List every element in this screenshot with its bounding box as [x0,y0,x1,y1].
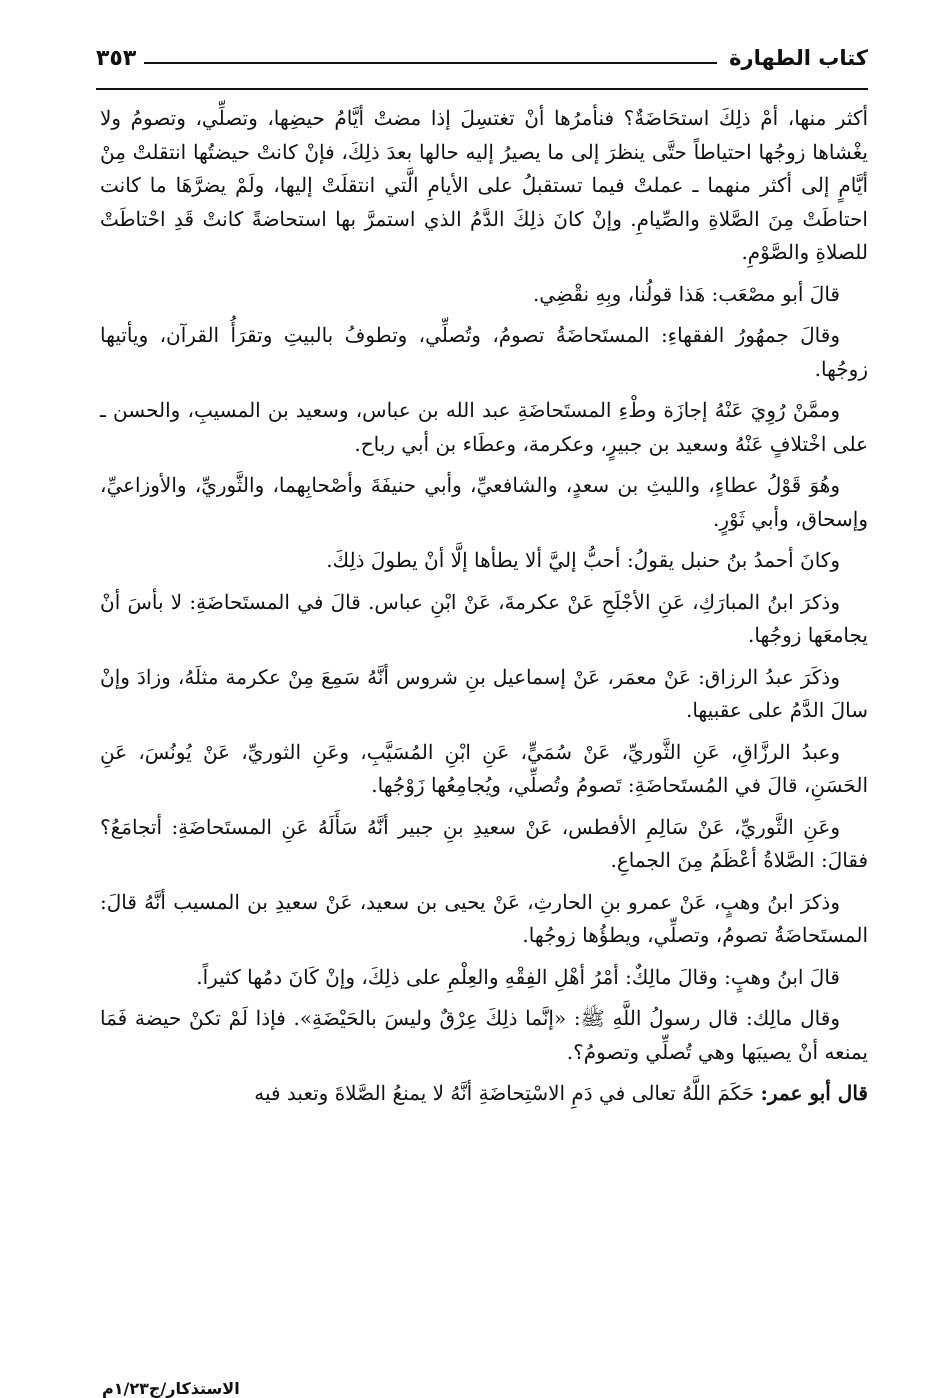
paragraph: وذكرَ ابنُ وهبٍ، عَنْ عمرو بنِ الحارثِ، عَنْ يحيى بن سعيد، عَنْ سعيدِ بن المسيب أنَّهُ قالَ: المستَحاضَةُ تصومُ، وتصلِّي، ويطؤُها زوجُها. [100,889,868,947]
paragraph: وكانَ أحمدُ بنُ حنبل يقولُ: أحبُّ إليَّ ألا يطأها إلَّا أنْ يطولَ ذلِكَ. [326,548,840,572]
body-text [100,102,868,1119]
page-number: ٣٥٣ [96,45,137,71]
paragraph: وهُوَ قَوْلُ عطاءٍ، والليثِ بن سعدٍ، والشافعيِّ، وأبي حنيفَةَ وأصْحابِهما، والثَّوريِّ، والأوزاعيِّ، وإسحاق، وأبي ثَوْرٍ. [100,473,868,531]
book-title: كتاب الطهارة [729,46,868,70]
closing-lead: قال أبو عمر: [760,1081,868,1105]
paragraph: وذكَرَ عبدُ الرزاق: عَنْ معمَر، عَنْ إسماعيل بنِ شروس أنَّهُ سَمِعَ مِنْ عكرمة مثلَهُ، وزادَ وإنْ سالَ الدَّمُ على عقبيها. [100,664,868,722]
paragraph: وقال مالِك: قال رسولُ اللَّهِ ﷺ: «إنَّما ذلِكَ عِرْقٌ وليسَ بالحَيْضَةِ». فإذا لَمْ تكنْ حيضة فَمَا يمنعه أنْ يصيبَها وهي تُصلِّي وتصومُ؟. [100,1006,868,1064]
paragraph: وذكرَ ابنُ المبارَكِ، عَنِ الأجْلَحِ عَنْ عكرمةَ، عَنْ ابْنِ عباس. قالَ في المستَحاضَةِ: لا بأسَ أنْ يجامعَها زوجُها. [100,589,868,647]
paragraph: قالَ ابنُ وهبٍ: وقالَ مالِكٌ: أمْرُ أهْلِ الفِقْهِ والعِلْمِ على ذلِكَ، وإنْ كَانَ دمُها كثيراً. [196,964,840,989]
paragraph: أكثر منها، أمْ ذلِكَ استحَاضَةٌ؟ فنأمرُها أنْ تغتسِلَ إذا مضتْ أيَّامُ حيضِها، وتصلِّي، وتصومُ ولا يغْشاها زوجُها احتياطاً حتَّى ينظرَ إلى ما يصيرُ إليه حالها بعدَ ذلِكَ، فإنْ كانتْ حيضتُها انتقلتْ مِنْ أيَّامٍ إلى أكثر منهما ـ عملتْ فيما تستقبلُ على الأيامِ الَّتي انتقلَتْ إليها، ولَمْ يضرَّهَا ما كانت احتاطَتْ مِنَ الصَّلاةِ والصِّيامِ. وإنْ كانَ ذلِكَ الدَّمُ الذي استمرَّ بها استحاضةً كانتْ قَدِ احْتاطَتْ للصلاةِ والصَّوْمِ. [100,106,868,264]
paragraph: وممَّنْ رُوِيَ عَنْهُ إجازَة وطْءِ المستَحاضَةِ عبد الله بن عباس، وسعيد بن المسيبِ، والحسن ـ على اخْتلافٍ عَنْهُ وسعيد بن جبيرٍ، وعكرمة، وعطَاء بن أبي رباح. [100,398,868,456]
header-rule [144,62,717,64]
header-divider [96,88,868,90]
footer-signature: الاستذكار/ج١/٢٣م [102,1379,240,1398]
paragraph: وقالَ جمهُورُ الفقهاءِ: المستَحاضَةُ تصومُ، وتُصلِّي، وتطوفُ بالبيتِ وتقرَأُ القرآن، ويأتيها زوجُها. [100,323,868,381]
paragraph: وعَنِ الثَّوريِّ، عَنْ سَالِمِ الأفطس، عَنْ سعيدِ بنِ جبير أنَّهُ سَأَلَهُ عَنِ المستَحاضَةِ: أتجامَعُ؟ فقالَ: الصَّلاةُ أعْظَمُ مِنَ الجماعِ. [100,814,868,872]
paragraph: وعبدُ الرزَّاقِ، عَنِ الثَّوريِّ، عَنْ سُمَيٍّ، عَنِ ابْنِ المُسَيَّبِ، وعَنِ الثوريِّ، عَنْ يُونُسَ، عَنِ الحَسَنِ، قالَ في المُستَحاضَةِ: تَصومُ وتُصلِّي، ويُجامِعُها زَوْجُها. [100,739,868,797]
paragraph: قالَ أبو مصْعَب: هَذا قولُنا، وبِهِ نقْضِي. [532,281,840,306]
closing-paragraph [100,1077,868,1111]
running-head [96,38,868,78]
closing-text: حَكَمَ اللَّهُ تعالى في دَمِ الاسْتِحاضَةِ أنَّهُ لا يمنعُ الصَّلاةَ وتعبد فيه [254,1081,755,1105]
